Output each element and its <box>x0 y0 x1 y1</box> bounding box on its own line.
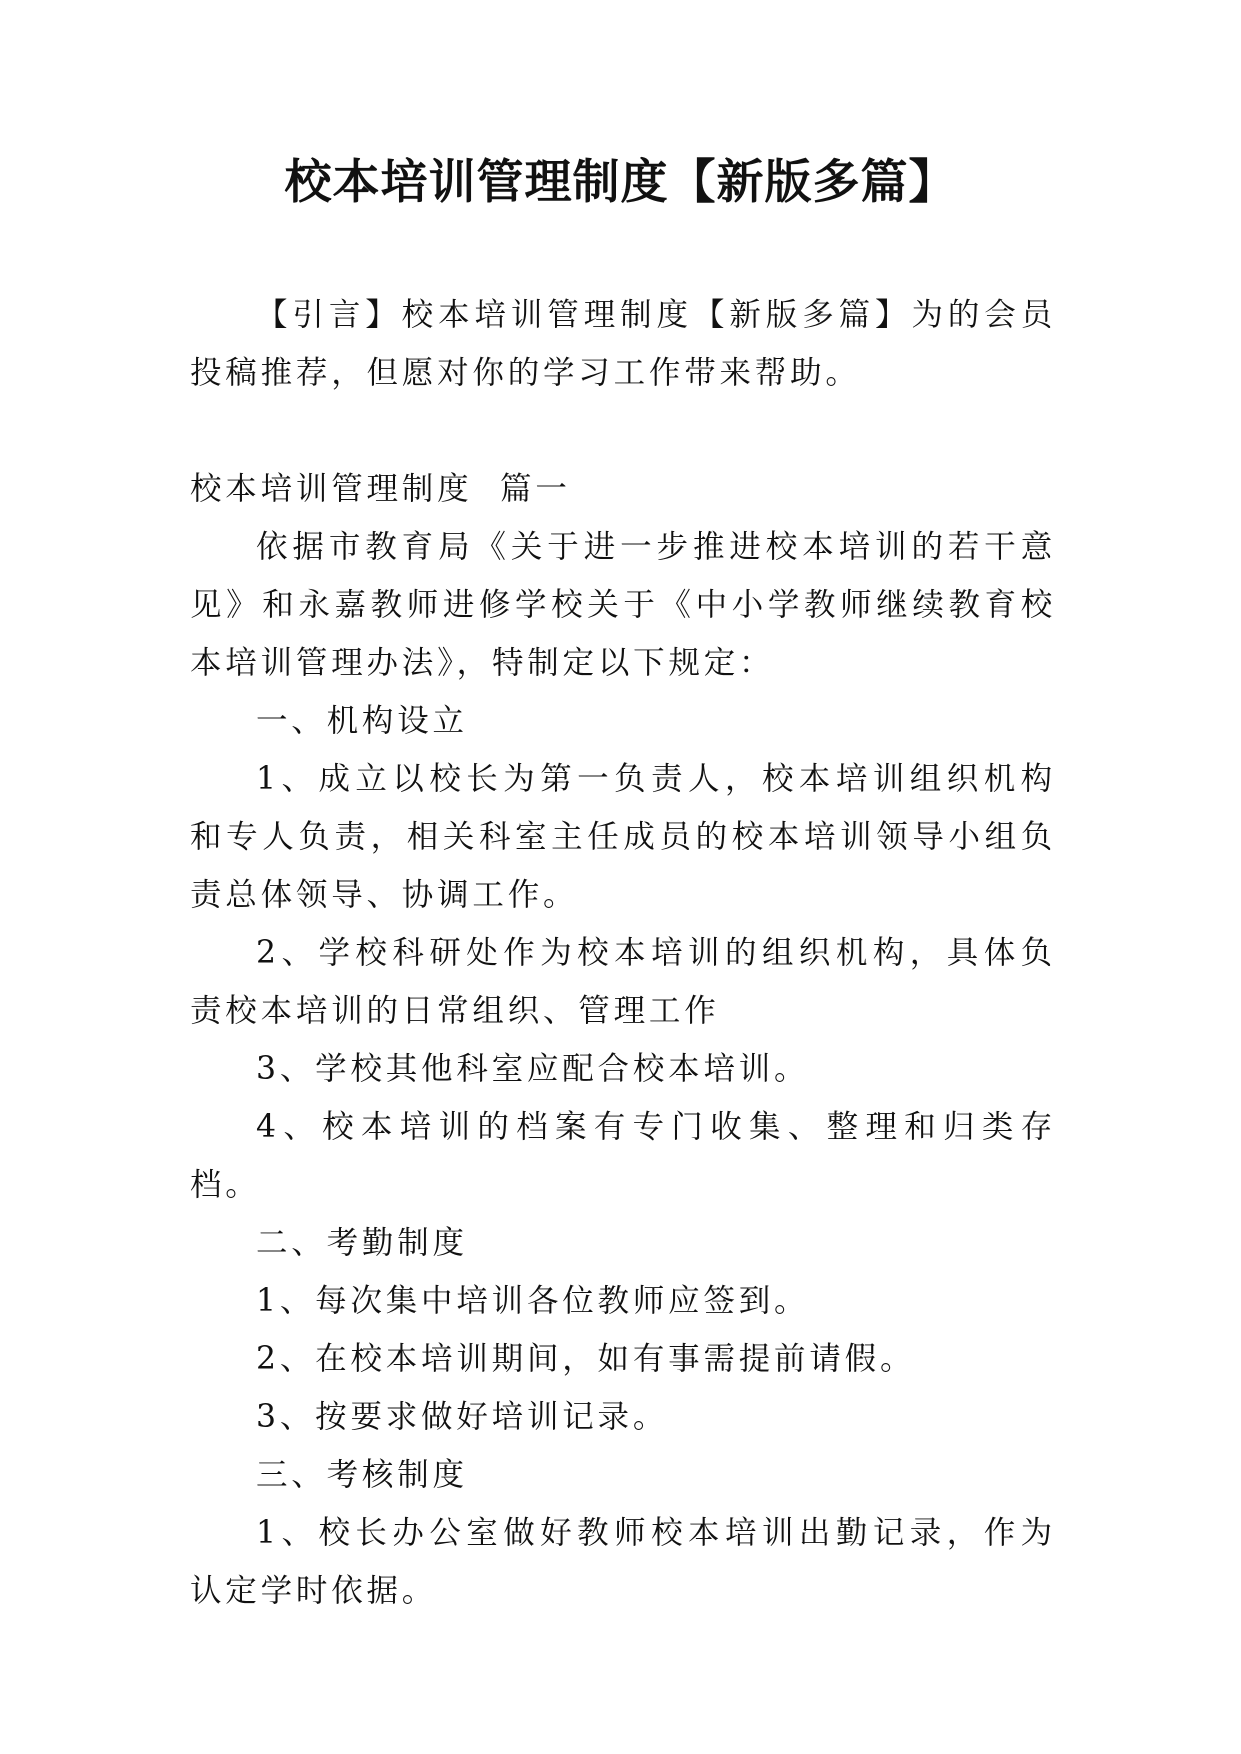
subheading: 三、考核制度 <box>256 1457 468 1493</box>
document-title: 校本培训管理制度【新版多篇】 <box>284 155 957 210</box>
paragraph: 3、按要求做好培训记录。 <box>256 1399 669 1435</box>
paragraph: 1、成立以校长为第一负责人，校本培训组织机构和专人负责，相关科室主任成员的校本培训领导小组负责总体领导、协调工作。 <box>190 761 1056 913</box>
paragraph: 3、学校其他科室应配合校本培训。 <box>256 1051 810 1087</box>
paragraph: 2、在校本培训期间，如有事需提前请假。 <box>256 1341 916 1377</box>
paragraph: 1、每次集中培训各位教师应签到。 <box>256 1283 810 1319</box>
paragraph: 4、校本培训的档案有专门收集、整理和归类存档。 <box>190 1109 1056 1203</box>
paragraph: 依据市教育局《关于进一步推进校本培训的若干意见》和永嘉教师进修学校关于《中小学教师继续教育校本培训管理办法》，特制定以下规定： <box>190 529 1056 681</box>
paragraph: 1、校长办公室做好教师校本培训出勤记录，作为认定学时依据。 <box>190 1515 1056 1609</box>
subheading: 一、机构设立 <box>256 703 468 739</box>
subheading: 二、考勤制度 <box>256 1225 468 1261</box>
paragraph: 2、学校科研处作为校本培训的组织机构，具体负责校本培训的日常组织、管理工作 <box>190 935 1056 1029</box>
document-body <box>190 286 1056 1620</box>
section-heading: 校本培训管理制度 篇一 <box>190 471 571 507</box>
intro-paragraph: 【引言】校本培训管理制度【新版多篇】为的会员投稿推荐，但愿对你的学习工作带来帮助。 <box>190 297 1056 391</box>
